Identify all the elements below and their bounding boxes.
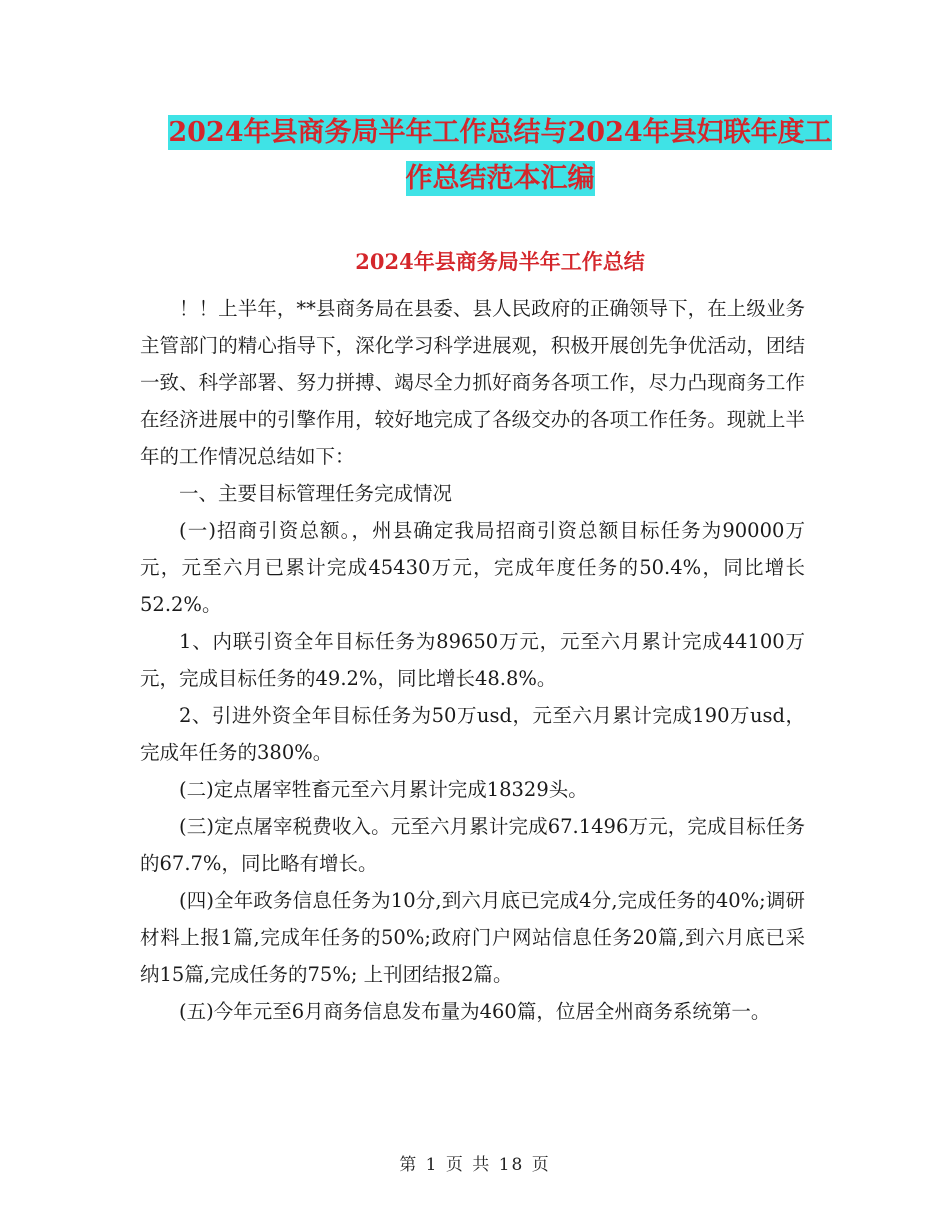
paragraph: 一、主要目标管理任务完成情况 [179,482,453,505]
paragraph: (四)全年政务信息任务为10分,到六月底已完成4分,完成任务的40%;调研材料上报1篇,完成年任务的50%;政府门户网站信息任务20篇,到六月底已采纳15篇,完成任务的75%; 上刊团结报2篇。 [140,889,805,986]
document-title-line-1: 2024年县商务局半年工作总结与2024年县妇联年度工 [168,117,832,148]
page-footer: 第 1 页 共 18 页 [399,1155,551,1175]
paragraph: 2、引进外资全年目标任务为50万usd，元至六月累计完成190万usd，完成年任务的380%。 [140,704,805,764]
document-body [140,290,805,1030]
paragraph: (二)定点屠宰牲畜元至六月累计完成18329头。 [179,778,588,801]
paragraph: (一)招商引资总额。，州县确定我局招商引资总额目标任务为90000万元，元至六月已累计完成45430万元，完成年度任务的50.4%，同比增长52.2%。 [140,519,805,616]
paragraph: (三)定点屠宰税费收入。元至六月累计完成67.1496万元，完成目标任务的67.7%，同比略有增长。 [140,815,805,875]
paragraph: (五)今年元至6月商务信息发布量为460篇，位居全州商务系统第一。 [179,1000,771,1023]
section-title: 2024年县商务局半年工作总结 [355,249,645,274]
document-title [140,110,860,202]
document-title-line-2: 作总结范本汇编 [405,163,595,194]
paragraph: ！！上半年，**县商务局在县委、县人民政府的正确领导下，在上级业务主管部门的精心指导下，深化学习科学进展观，积极开展创先争优活动，团结一致、科学部署、努力拼搏、竭尽全力抓好商务各项工作，尽力凸现商务工作在经济进展中的引擎作用，较好地完成了各级交办的各项工作任务。现就上半年的工作情况总结如下： [140,297,805,468]
paragraph: 1、内联引资全年目标任务为89650万元，元至六月累计完成44100万元，完成目标任务的49.2%，同比增长48.8%。 [140,630,805,690]
